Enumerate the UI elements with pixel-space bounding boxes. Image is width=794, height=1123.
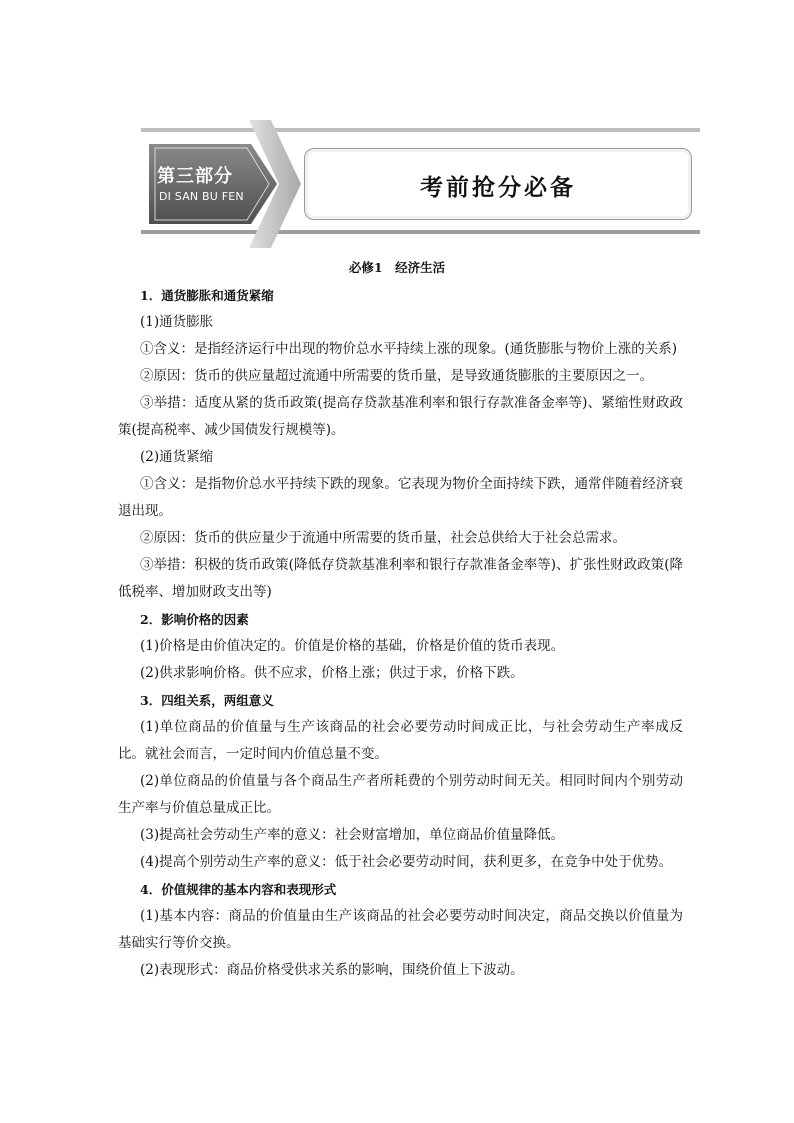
part-label: 第三部分 [157,166,233,187]
paragraph: ①含义：是指物价总水平持续下跌的现象。它表现为物价全面持续下跌，通常伴随着经济衰退出现。 [118,476,683,519]
paragraph: (1)单位商品的价值量与生产该商品的社会必要劳动时间成正比，与社会劳动生产率成反比。就社会而言，一定时间内价值总量不变。 [118,719,683,762]
paragraph: (2)单位商品的价值量与各个商品生产者所耗费的个别劳动时间无关。相同时间内个别劳动生产率与价值总量成正比。 [118,773,683,816]
part-pinyin: DI SAN BU FEN [159,190,244,203]
title-box [304,148,692,220]
section-heading: 3．四组关系，两组意义 [140,693,274,708]
paragraph: ①含义：是指经济运行中出现的物价总水平持续上涨的现象。(通货膨胀与物价上涨的关系) [140,341,678,357]
paragraph: ②原因：货币的供应量少于流通中所需要的货币量，社会总供给大于社会总需求。 [140,530,626,546]
paragraph: (3)提高社会劳动生产率的意义：社会财富增加，单位商品价值量降低。 [140,827,565,843]
section-subtitle: 必修1 经济生活 [348,260,446,275]
paragraph: ③举措：积极的货币政策(降低存贷款基准利率和银行存款准备金率等)、扩张性财政政策(降低税率、增加财政支出等) [118,557,683,600]
page-title: 考前抢分必备 [420,175,576,201]
section-heading: 1．通货膨胀和通货紧缩 [140,288,274,303]
paragraph: (4)提高个别劳动生产率的意义：低于社会必要劳动时间，获利更多，在竞争中处于优势。 [140,854,673,870]
paragraph: (2)供求影响价格。供不应求，价格上涨；供过于求，价格下跌。 [140,665,524,681]
part-banner [141,118,700,250]
paragraph: ③举措：适度从紧的货币政策(提高存贷款基准利率和银行存款准备金率等)、紧缩性财政政策(提高税率、减少国债发行规模等)。 [118,395,683,438]
paragraph: (1)基本内容：商品的价值量由生产该商品的社会必要劳动时间决定，商品交换以价值量为基础实行等价交换。 [118,908,683,951]
watermark [612,766,621,791]
paragraph: (1)通货膨胀 [140,314,214,330]
paragraph: ②原因：货币的供应量超过流通中所需要的货币量，是导致通货膨胀的主要原因之一。 [140,368,653,384]
paragraph: (2)通货紧缩 [140,449,214,465]
paragraph: (2)表现形式：商品价格受供求关系的影响，围绕价值上下波动。 [140,962,524,978]
section-heading: 4．价值规律的基本内容和表现形式 [140,882,337,897]
paragraph: (1)价格是由价值决定的。价值是价格的基础，价格是价值的货币表现。 [140,638,565,654]
document-body [118,282,683,984]
section-heading: 2．影响价格的因素 [140,612,249,627]
